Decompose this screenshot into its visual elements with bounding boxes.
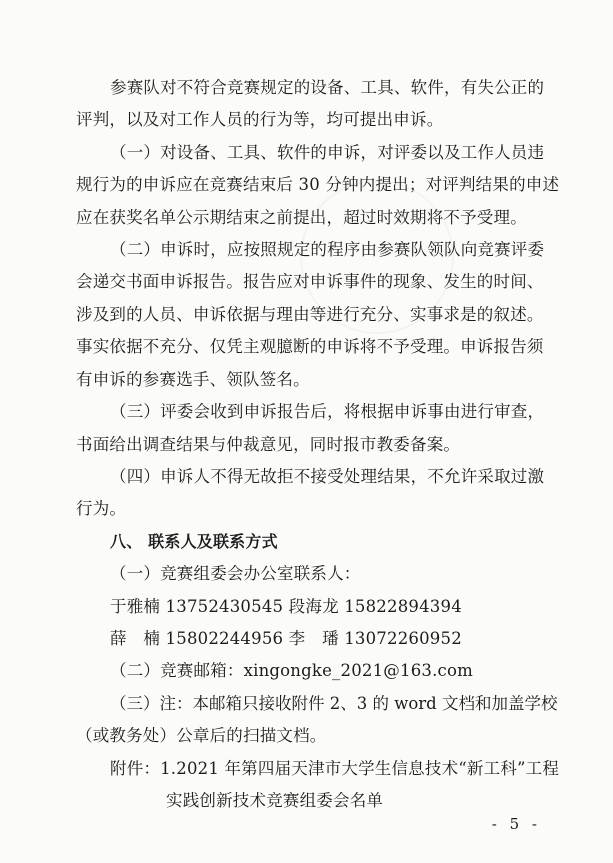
paragraph-line: 会递交书面申诉报告。报告应对申诉事件的现象、发生的时间、 bbox=[76, 272, 544, 291]
page-number: - 5 - bbox=[491, 815, 541, 833]
contact-line: 薛 楠 15802244956 李 璠 13072260952 bbox=[110, 629, 462, 648]
paragraph-line: 行为。 bbox=[76, 499, 127, 518]
paragraph-line: （三）注：本邮箱只接收附件 2、3 的 word 文档和加盖学校 bbox=[110, 694, 558, 713]
attachment-line: 附件：1.2021 年第四届天津市大学生信息技术“新工科”工程 bbox=[110, 759, 560, 778]
paragraph-line: （或教务处）公章后的扫描文档。 bbox=[76, 726, 327, 745]
paragraph-line: 评判，以及对工作人员的行为等，均可提出申诉。 bbox=[76, 110, 444, 129]
paragraph-line: 涉及到的人员、申诉依据与理由等进行充分、实事求是的叙述。 bbox=[76, 305, 544, 324]
paragraph-line: 书面给出调查结果与仲裁意见，同时报市教委备案。 bbox=[76, 435, 461, 454]
paragraph-line: 有申诉的参赛选手、领队签名。 bbox=[76, 370, 310, 389]
section-heading-contacts: 八、 联系人及联系方式 bbox=[110, 532, 278, 551]
email-line: （二）竞赛邮箱：xingongke_2021@163.com bbox=[110, 661, 473, 680]
paragraph-line: 规行为的申诉应在竞赛结束后 30 分钟内提出；对评判结果的申述 bbox=[76, 175, 560, 194]
paragraph-line: （一）对设备、工具、软件的申诉，对评委以及工作人员违 bbox=[110, 143, 545, 162]
paragraph-line: （三）评委会收到申诉报告后，将根据申诉事由进行审查， bbox=[110, 402, 545, 421]
paragraph-line: 应在获奖名单公示期结束之前提出，超过时效期将不予受理。 bbox=[76, 208, 527, 227]
contact-line: 于雅楠 13752430545 段海龙 15822894394 bbox=[110, 597, 462, 616]
paragraph-line: 事实依据不充分、仅凭主观臆断的申诉将不予受理。申诉报告须 bbox=[76, 337, 544, 356]
paragraph-line: （一）竞赛组委会办公室联系人： bbox=[110, 564, 361, 583]
paragraph-line: （四）申诉人不得无故拒不接受处理结果，不允许采取过激 bbox=[110, 467, 545, 486]
paragraph-line: 参赛队对不符合竞赛规定的设备、工具、软件，有失公正的 bbox=[110, 78, 545, 97]
attachment-line: 实践创新技术竞赛组委会名单 bbox=[166, 791, 384, 810]
paragraph-line: （二）申诉时，应按照规定的程序由参赛队领队向竞赛评委 bbox=[110, 240, 545, 259]
